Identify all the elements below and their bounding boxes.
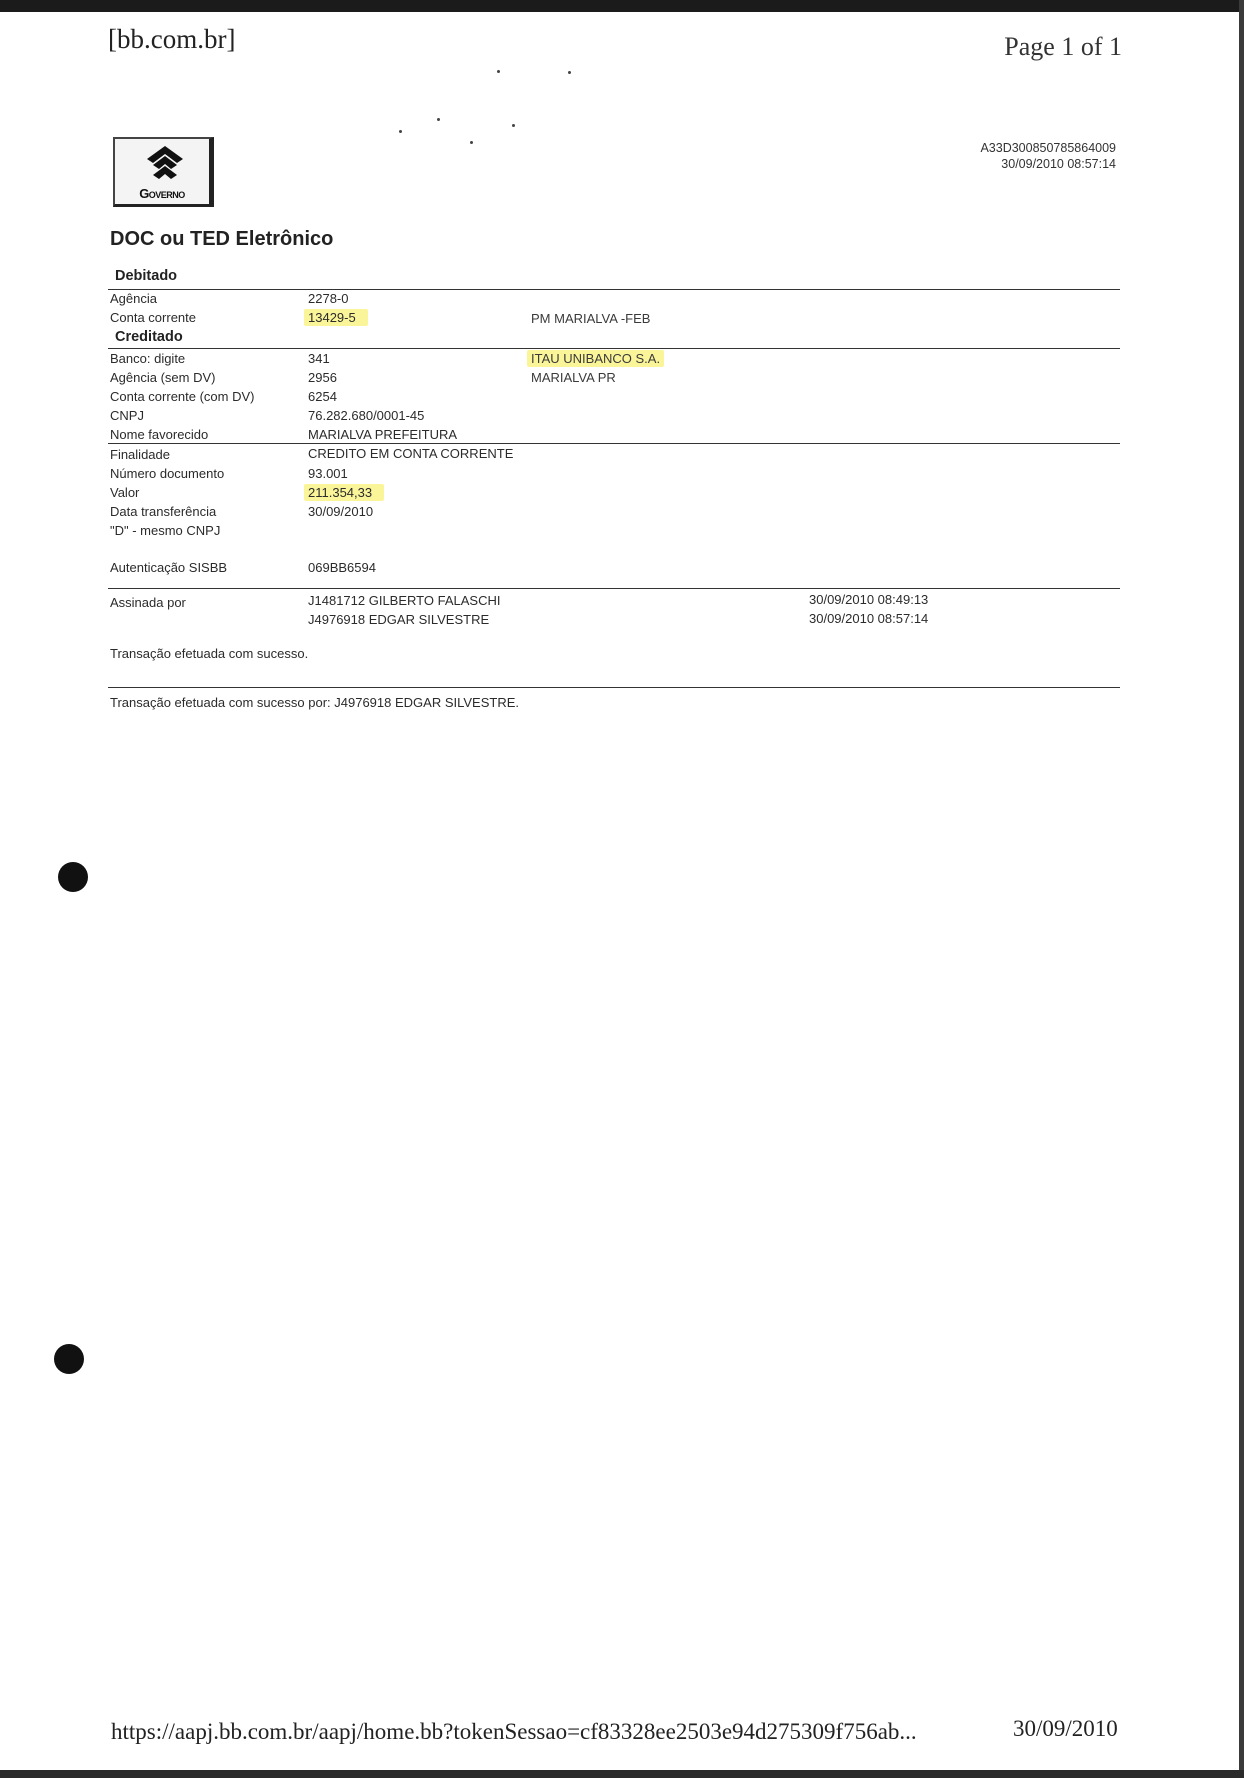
finalidade-label: Finalidade (110, 447, 170, 462)
punch-hole (58, 862, 88, 892)
success-by-message: Transação efetuada com sucesso por: J4976918 EDGAR SILVESTRE. (110, 695, 519, 710)
scan-speck (470, 141, 473, 144)
divider (108, 687, 1120, 688)
divider (108, 289, 1120, 290)
signer-name: J4976918 EDGAR SILVESTRE (308, 612, 490, 627)
debitado-conta-label: Conta corrente (110, 310, 196, 325)
autenticacao-value: 069BB6594 (308, 560, 376, 575)
scan-speck (568, 71, 571, 74)
creditado-cnpj-value: 76.282.680/0001-45 (308, 408, 425, 423)
creditado-agencia-label: Agência (sem DV) (110, 370, 216, 385)
creditado-conta-value: 6254 (308, 389, 337, 404)
divider (108, 443, 1120, 444)
bb-logo-icon (146, 145, 184, 183)
debitado-conta-name: PM MARIALVA -FEB (531, 311, 651, 326)
signer-datetime: 30/09/2010 08:57:14 (809, 611, 929, 626)
section-debitado-heading: Debitado (115, 268, 178, 284)
creditado-favorecido-value: MARIALVA PREFEITURA (308, 427, 458, 442)
creditado-banco-value: 341 (308, 351, 330, 366)
autenticacao-label: Autenticação SISBB (110, 560, 228, 575)
creditado-cnpj-label: CNPJ (110, 408, 144, 423)
valor-value-wrap (308, 485, 384, 500)
scan-top-edge (0, 0, 1244, 12)
creditado-conta-label: Conta corrente (com DV) (110, 389, 255, 404)
document-datetime: 30/09/2010 08:57:14 (1001, 157, 1116, 171)
creditado-banco-label: Banco: digite (110, 351, 186, 366)
creditado-banco-name-wrap (531, 351, 664, 366)
section-creditado-heading: Creditado (115, 329, 183, 345)
document-code: A33D300850785864009 (980, 141, 1116, 155)
debitado-agencia-value: 2278-0 (308, 291, 349, 306)
creditado-banco-name: ITAU UNIBANCO S.A. (527, 350, 664, 367)
valor-value: 211.354,33 (304, 484, 384, 501)
debitado-agencia-label: Agência (110, 291, 157, 306)
numero-documento-value: 93.001 (308, 466, 348, 481)
creditado-agencia-value: 2956 (308, 370, 337, 385)
scan-speck (512, 124, 515, 127)
logo-text: Governo (139, 186, 185, 201)
divider (108, 348, 1120, 349)
footer-url: https://aapj.bb.com.br/aapj/home.bb?tokenSessao=cf83328ee2503e94d275309f756ab... (111, 1719, 917, 1744)
divider (108, 588, 1120, 589)
scan-speck (399, 130, 402, 133)
data-transferencia-label: Data transferência (110, 504, 217, 519)
page-title: DOC ou TED Eletrônico (110, 228, 334, 250)
mesmo-cnpj-label: "D" - mesmo CNPJ (110, 523, 221, 538)
scan-speck (437, 118, 440, 121)
page-indicator: Page 1 of 1 (1004, 32, 1122, 61)
punch-hole (54, 1344, 84, 1374)
debitado-conta-value-wrap (308, 310, 368, 325)
browser-site-header: [bb.com.br] (108, 24, 236, 54)
finalidade-value: CREDITO EM CONTA CORRENTE (308, 446, 514, 461)
footer-date: 30/09/2010 (1013, 1716, 1118, 1741)
valor-label: Valor (110, 485, 140, 500)
scan-speck (497, 70, 500, 73)
creditado-agencia-city: MARIALVA PR (531, 370, 616, 385)
banco-do-brasil-governo-logo (113, 137, 214, 207)
creditado-favorecido-label: Nome favorecido (110, 427, 209, 442)
numero-documento-label: Número documento (110, 466, 225, 481)
debitado-conta-value: 13429-5 (304, 309, 368, 326)
assinada-por-label: Assinada por (110, 595, 186, 610)
signer-name: J1481712 GILBERTO FALASCHI (308, 593, 501, 608)
signer-datetime: 30/09/2010 08:49:13 (809, 592, 929, 607)
scan-right-edge (1239, 0, 1244, 1778)
scan-bottom-edge (0, 1770, 1244, 1778)
document-code-block (980, 140, 1116, 172)
success-message: Transação efetuada com sucesso. (110, 646, 309, 661)
data-transferencia-value: 30/09/2010 (308, 504, 374, 519)
